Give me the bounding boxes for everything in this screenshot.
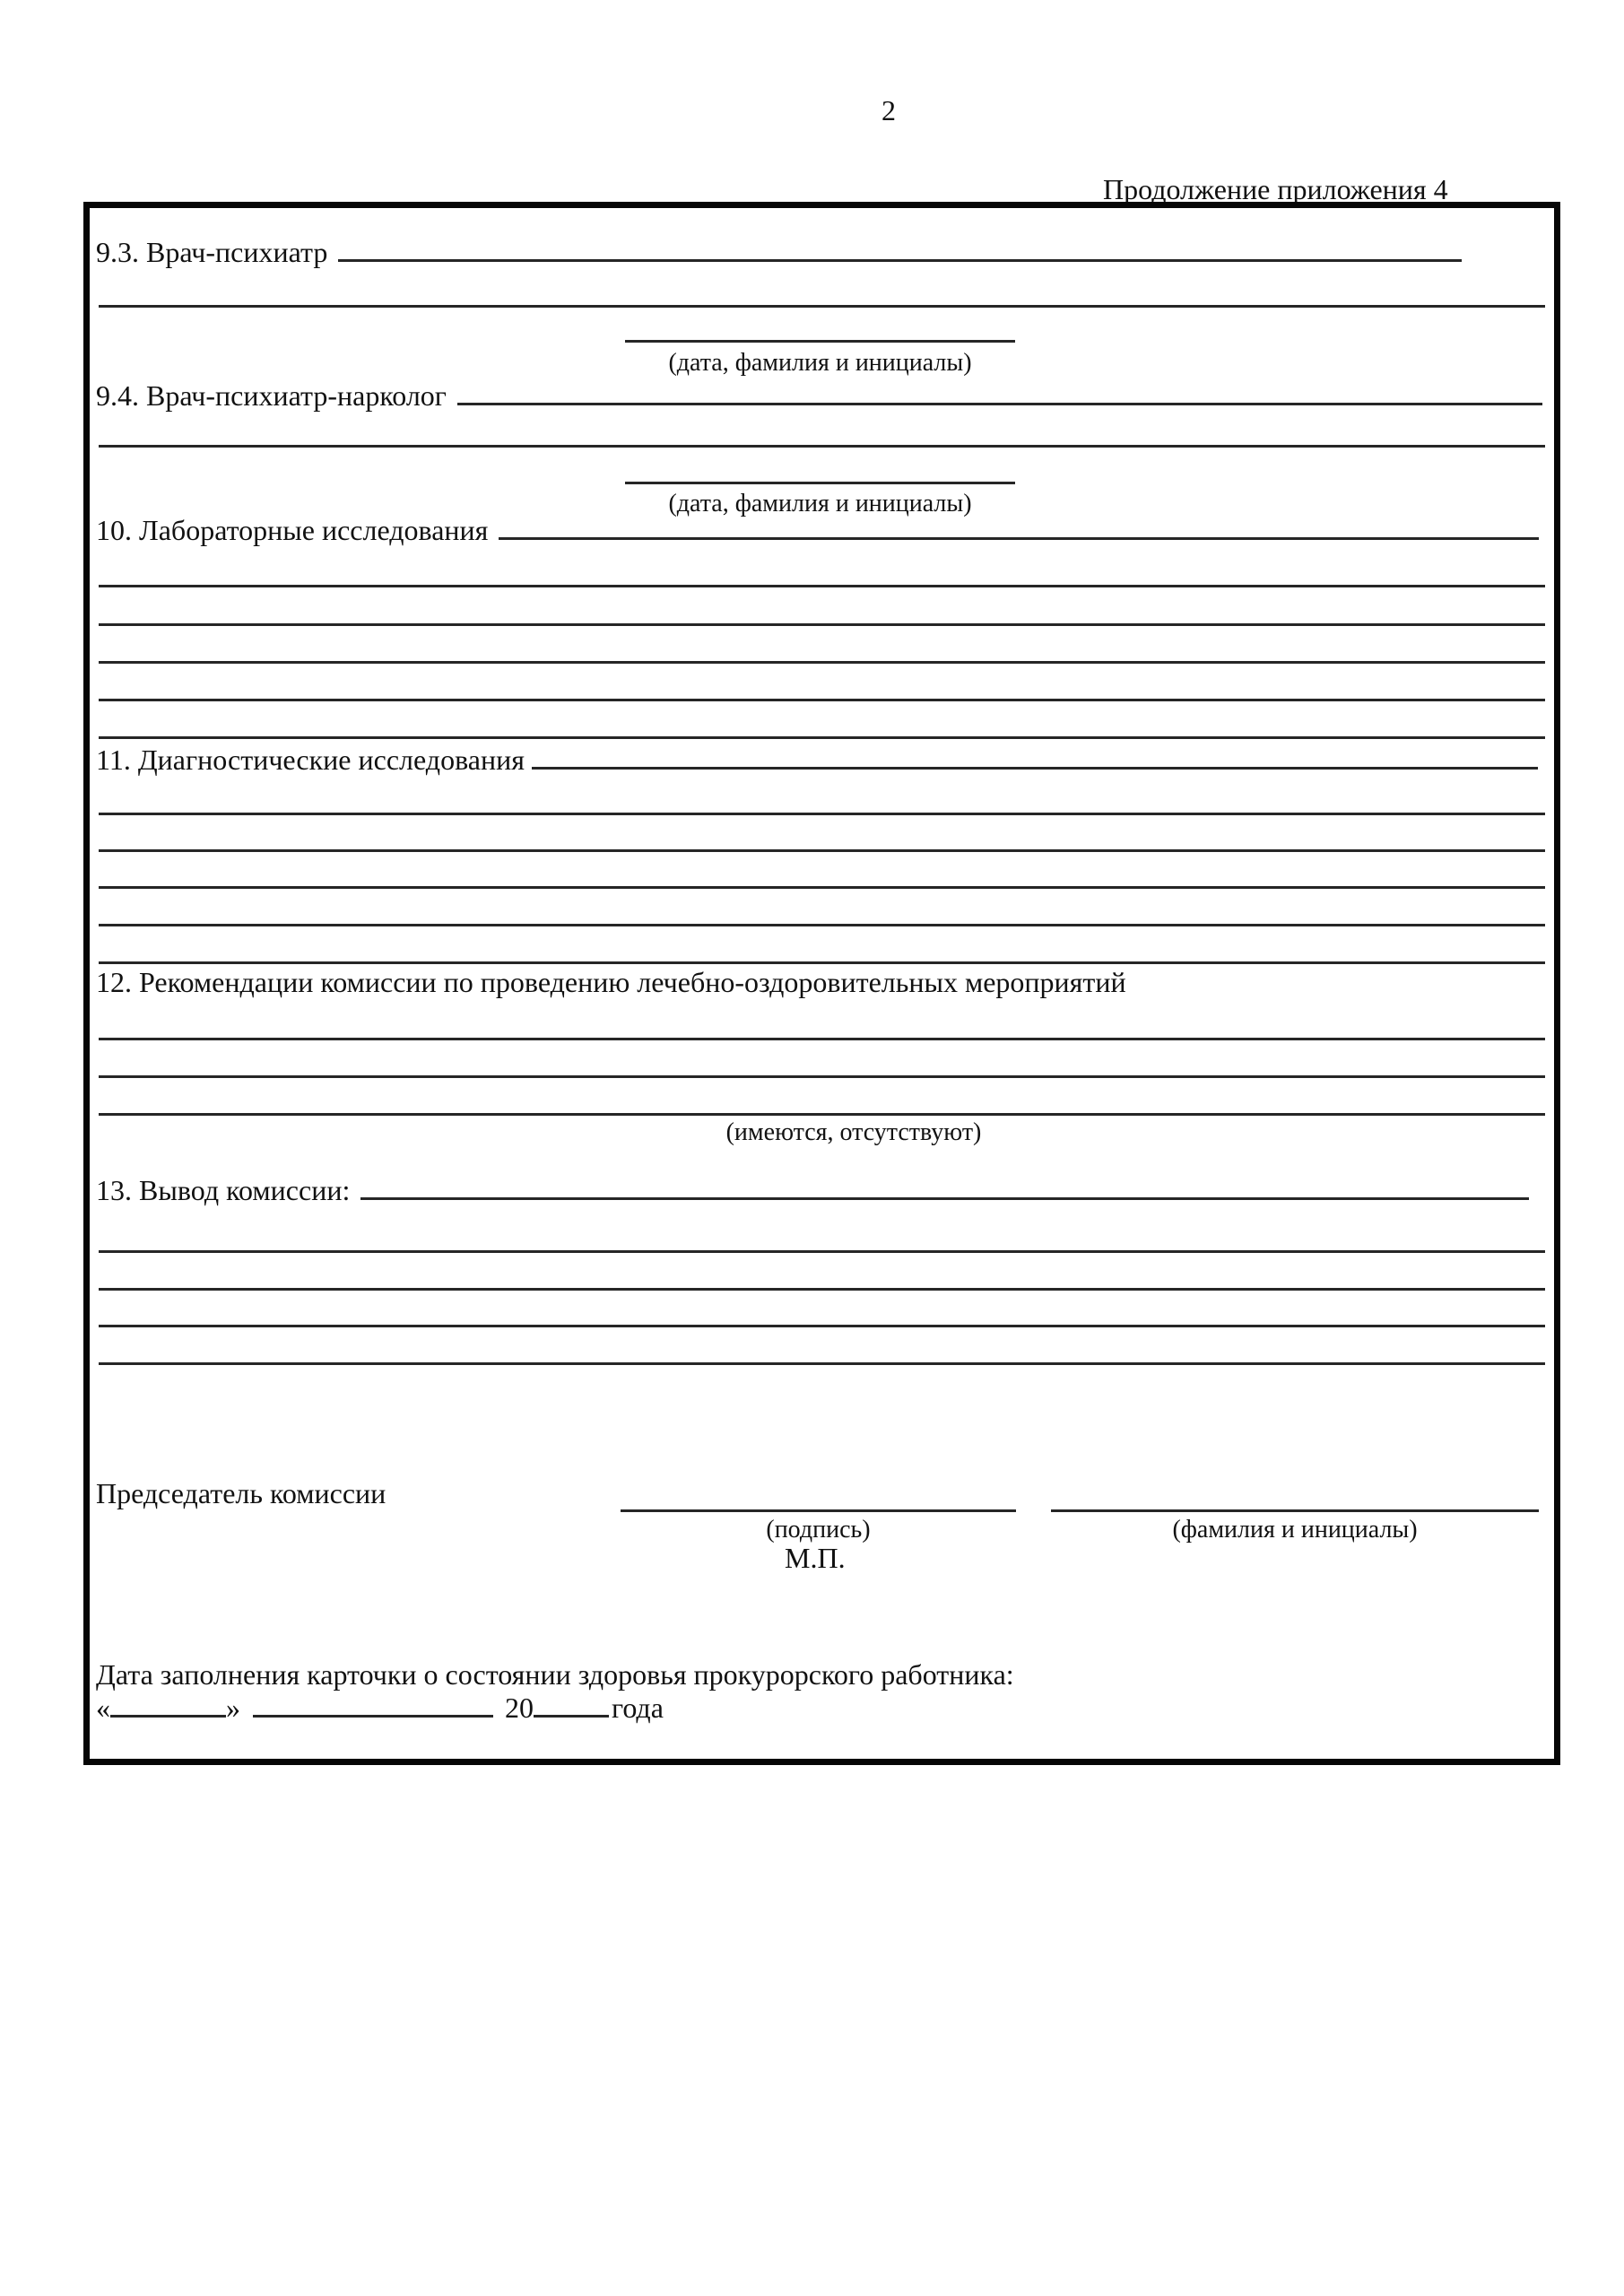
field-11-extra-line-5[interactable] (99, 961, 1545, 964)
field-12-caption: (имеются, отсутствуют) (725, 1118, 982, 1146)
field-13-input-line[interactable] (360, 1197, 1529, 1200)
field-12-line-2[interactable] (99, 1075, 1545, 1078)
fill-date-year-line[interactable] (534, 1715, 609, 1718)
field-13-row (96, 1176, 1529, 1205)
close-quote: » (226, 1692, 240, 1724)
year-century: 20 (505, 1692, 534, 1724)
signature-caption: (подпись) (766, 1516, 871, 1544)
field-12-line-3[interactable] (99, 1113, 1545, 1116)
field-11-row (96, 745, 1538, 774)
page-number: 2 (881, 94, 896, 126)
field-10-extra-line-2[interactable] (99, 623, 1545, 626)
field-9-3-input-line[interactable] (338, 259, 1462, 262)
field-13-label: 13. Вывод комиссии: (96, 1174, 351, 1206)
field-13-extra-line-2[interactable] (99, 1288, 1545, 1291)
field-10-row (96, 516, 1539, 544)
field-11-extra-line-3[interactable] (99, 886, 1545, 889)
field-13-extra-line-1[interactable] (99, 1250, 1545, 1253)
field-10-extra-line-5[interactable] (99, 736, 1545, 739)
fill-date-label: Дата заполнения карточки о состоянии здоровья прокурорского работника: (96, 1658, 1014, 1691)
field-11-extra-line-2[interactable] (99, 849, 1545, 852)
chairman-name-line[interactable] (1051, 1509, 1539, 1512)
open-quote: « (96, 1692, 110, 1724)
field-12-label: 12. Рекомендации комиссии по проведению лечебно-оздоровительных мероприятий (96, 966, 1126, 998)
field-13-extra-line-4[interactable] (99, 1362, 1545, 1365)
field-13-extra-line-3[interactable] (99, 1325, 1545, 1327)
field-12-line-1[interactable] (99, 1038, 1545, 1040)
field-10-extra-line-4[interactable] (99, 699, 1545, 701)
stamp-place-label: М.П. (785, 1542, 846, 1574)
field-10-extra-line-3[interactable] (99, 661, 1545, 664)
field-9-4-caption: (дата, фамилия и инициалы) (668, 490, 972, 517)
field-10-input-line[interactable] (499, 537, 1539, 540)
field-9-3-caption: (дата, фамилия и инициалы) (668, 349, 972, 377)
name-caption: (фамилия и инициалы) (1172, 1516, 1418, 1544)
field-9-3-row (96, 238, 1462, 266)
field-9-4-signature-line[interactable] (625, 482, 1015, 484)
chairman-signature-line[interactable] (621, 1509, 1016, 1512)
year-word: года (612, 1692, 664, 1724)
fill-date-month-line[interactable] (253, 1715, 493, 1718)
field-9-3-signature-line[interactable] (625, 340, 1015, 343)
field-9-4-row (96, 381, 1542, 410)
field-9-4-extra-line[interactable] (99, 445, 1545, 448)
field-9-3-extra-line[interactable] (99, 305, 1545, 308)
field-9-4-input-line[interactable] (457, 403, 1542, 405)
field-11-extra-line-1[interactable] (99, 813, 1545, 815)
field-11-extra-line-4[interactable] (99, 924, 1545, 926)
field-11-label: 11. Диагностические исследования (96, 744, 525, 776)
field-10-label: 10. Лабораторные исследования (96, 514, 489, 546)
field-10-extra-line-1[interactable] (99, 585, 1545, 587)
field-9-3-label: 9.3. Врач-психиатр (96, 236, 328, 268)
fill-date-day-line[interactable] (110, 1715, 226, 1718)
fill-date-row (96, 1693, 664, 1722)
appendix-continuation-note: Продолжение приложения 4 (1103, 173, 1448, 205)
field-9-4-label: 9.4. Врач-психиатр-нарколог (96, 379, 447, 412)
field-11-input-line[interactable] (532, 767, 1538, 770)
chairman-label: Председатель комиссии (96, 1477, 386, 1509)
